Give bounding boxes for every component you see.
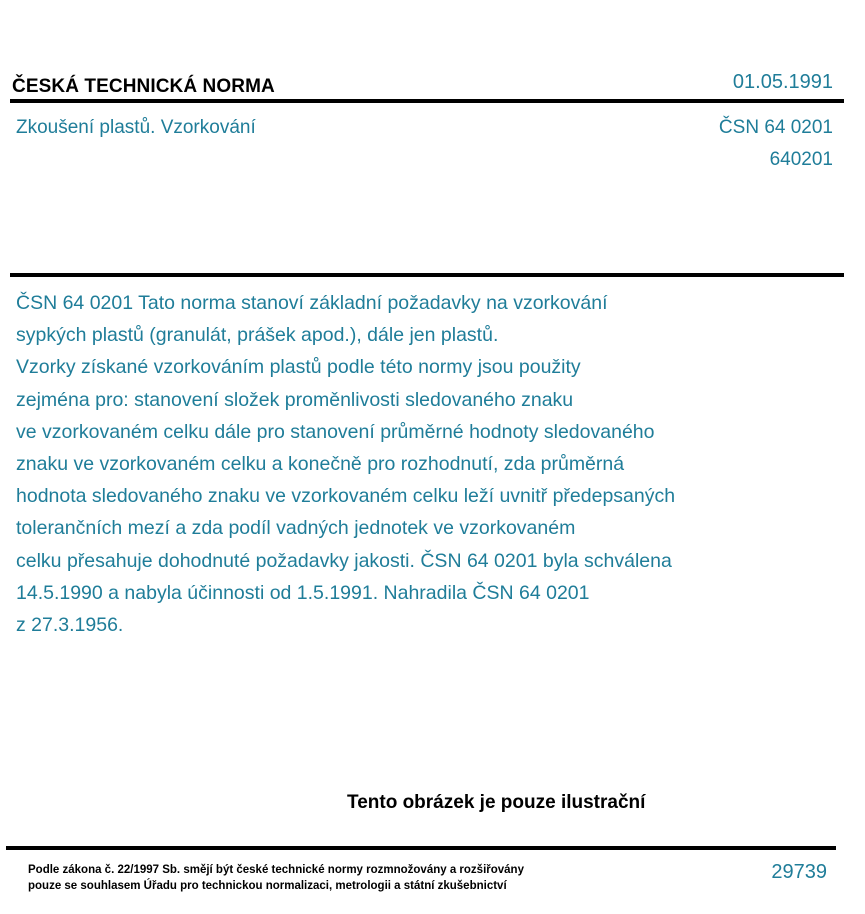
standard-class-number: 640201 <box>769 149 833 170</box>
footer-legal-line: Podle zákona č. 22/1997 Sb. smějí být české technické normy rozmnožovány a rozšiřovány <box>28 864 524 876</box>
abstract-line: sypkých plastů (granulát, prášek apod.), dále jen plastů. <box>16 324 499 347</box>
abstract-line: tolerančních mezí a zda podíl vadných jednotek ve vzorkovaném <box>16 517 576 540</box>
abstract-line: ČSN 64 0201 Tato norma stanoví základní požadavky na vzorkování <box>16 292 608 314</box>
standard-subject: Zkoušení plastů. Vzorkování <box>16 117 256 138</box>
abstract-line: z 27.3.1956. <box>16 614 124 637</box>
section-divider <box>10 273 844 277</box>
abstract-line: 14.5.1990 a nabyla účinnosti od 1.5.1991. Nahradila ČSN 64 0201 <box>16 581 590 604</box>
abstract-line: celku přesahuje dohodnuté požadavky jakosti. ČSN 64 0201 byla schválena <box>16 549 672 572</box>
abstract-text <box>16 287 776 641</box>
document-number: 29739 <box>771 861 827 883</box>
abstract-line: zejména pro: stanovení složek proměnlivosti sledovaného znaku <box>16 388 574 411</box>
abstract-line: hodnota sledovaného znaku ve vzorkovaném celku leží uvnitř předepsaných <box>16 485 676 508</box>
standard-code: ČSN 64 0201 <box>718 117 833 138</box>
header-divider <box>10 99 844 103</box>
footer-legal-line: pouze se souhlasem Úřadu pro technickou normalizaci, metrologii a státní zkušebnictví <box>28 880 507 892</box>
footer-divider <box>6 846 836 850</box>
document-heading: ČESKÁ TECHNICKÁ NORMA <box>12 76 275 97</box>
footer-legal-note <box>28 862 524 894</box>
abstract-line: ve vzorkovaném celku dále pro stanovení průměrné hodnoty sledovaného <box>16 420 655 443</box>
abstract-line: Vzorky získané vzorkováním plastů podle této normy jsou použity <box>16 356 581 379</box>
abstract-line: znaku ve vzorkovaném celku a konečně pro rozhodnutí, zda průměrná <box>16 453 625 476</box>
illustration-note: Tento obrázek je pouze ilustrační <box>347 792 646 813</box>
issue-date: 01.05.1991 <box>732 71 833 93</box>
